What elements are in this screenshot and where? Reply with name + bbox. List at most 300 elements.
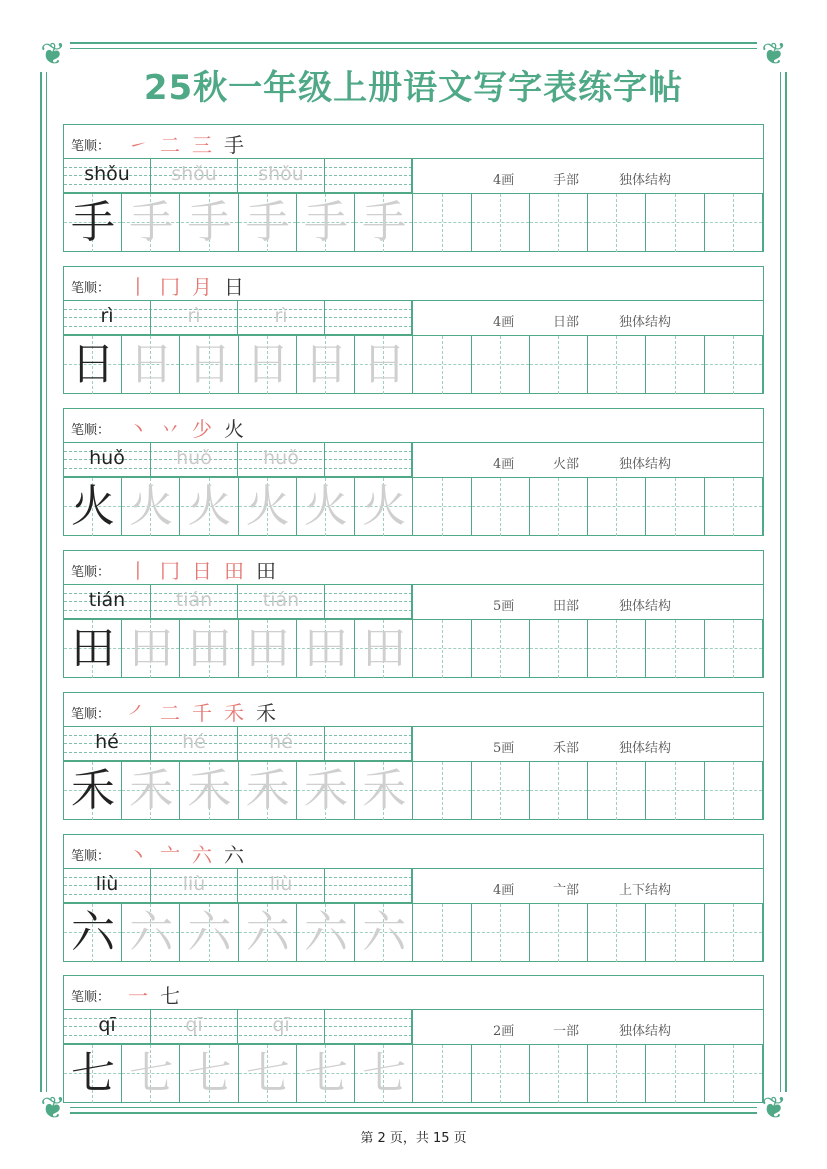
stroke-step [224, 697, 244, 723]
cell-guide-v [500, 478, 501, 536]
pinyin-cell [325, 301, 412, 334]
stroke-count: 2画 [493, 1024, 515, 1039]
stroke-step [160, 555, 180, 581]
writing-cell[interactable] [647, 762, 705, 820]
cell-guide-v [558, 336, 559, 394]
cell-guide-v [558, 194, 559, 252]
writing-cell[interactable] [588, 904, 646, 962]
writing-cell [239, 194, 297, 252]
stroke-order-label: 笔顺： [71, 707, 111, 722]
stroke-glyph: 二 [160, 133, 180, 157]
trace-character: 日 [245, 339, 290, 390]
stroke-glyph: 二 [160, 701, 180, 725]
writing-cell[interactable] [647, 336, 705, 394]
trace-character: 火 [187, 481, 232, 532]
stroke-order-label: 笔顺： [71, 139, 111, 154]
pinyin-cell [64, 1010, 151, 1043]
writing-cell[interactable] [588, 1045, 646, 1103]
cell-guide-v [558, 904, 559, 962]
corner-ornament-icon: ❦ [36, 1092, 70, 1126]
cell-guide-v [616, 620, 617, 678]
pinyin-cell [151, 301, 238, 334]
stroke-step [160, 413, 180, 439]
stroke-sequence [128, 839, 244, 865]
character-block [63, 550, 764, 678]
cell-guide-v [733, 1045, 734, 1103]
stroke-step [128, 697, 148, 723]
pinyin-trace: liù [182, 873, 206, 895]
model-character: 田 [71, 623, 115, 674]
writing-cell[interactable] [705, 620, 763, 678]
writing-cell [181, 762, 239, 820]
stroke-order-row [64, 125, 763, 159]
pinyin: shǒu [84, 163, 130, 185]
stroke-step [160, 839, 180, 865]
structure: 上下结构 [619, 883, 672, 898]
writing-cell[interactable] [414, 620, 472, 678]
cell-guide-v [733, 478, 734, 536]
writing-cell [122, 620, 180, 678]
cell-guide-v [558, 762, 559, 820]
writing-cell[interactable] [530, 194, 588, 252]
stroke-glyph: 冂 [160, 559, 180, 583]
stroke-order-label: 笔顺： [71, 281, 111, 296]
character-block [63, 124, 764, 252]
stroke-glyph: 日 [224, 275, 244, 299]
pinyin-cell [64, 443, 151, 476]
trace-character: 禾 [187, 765, 232, 816]
writing-cell [355, 904, 413, 962]
writing-cell[interactable] [472, 904, 530, 962]
pinyin-row [64, 727, 763, 761]
character-info [412, 443, 763, 477]
pinyin-cell [325, 1010, 412, 1043]
writing-cell[interactable] [588, 478, 646, 536]
pinyin-cell [238, 727, 325, 760]
writing-cell[interactable] [588, 194, 646, 252]
pinyin-trace: hé [182, 731, 206, 753]
character-info [412, 301, 763, 335]
stroke-glyph: 禾 [224, 701, 244, 725]
cell-guide-v [675, 336, 676, 394]
stroke-glyph: 丶 [128, 843, 148, 867]
cell-guide-v [500, 762, 501, 820]
pinyin-trace: tián [262, 589, 300, 611]
cell-guide-v [442, 904, 443, 962]
trace-character: 六 [362, 907, 407, 958]
stroke-step [224, 839, 244, 865]
cell-guide-v [733, 904, 734, 962]
pinyin-trace: rì [187, 305, 201, 327]
cell-guide-v [442, 762, 443, 820]
pinyin-cell [64, 159, 151, 192]
stroke-order-row [64, 551, 763, 585]
writing-cell [64, 1045, 122, 1103]
writing-cell [122, 478, 180, 536]
cell-guide-v [500, 194, 501, 252]
writing-cell[interactable] [472, 336, 530, 394]
writing-cell[interactable] [705, 762, 763, 820]
trace-character: 日 [129, 339, 174, 390]
pinyin-trace: huǒ [176, 447, 212, 469]
pinyin-row [64, 301, 763, 335]
pinyin: qī [98, 1014, 116, 1036]
writing-grid [64, 193, 763, 251]
pinyin-row [64, 869, 763, 903]
stroke-glyph: 丶 [128, 417, 148, 441]
stroke-glyph: 火 [224, 417, 244, 441]
writing-cell[interactable] [647, 194, 705, 252]
writing-cell [64, 762, 122, 820]
writing-grid [64, 619, 763, 677]
pinyin-trace: shǒu [258, 163, 304, 185]
writing-grid [64, 335, 763, 393]
stroke-count: 4画 [493, 883, 515, 898]
writing-cell[interactable] [530, 762, 588, 820]
pinyin-cell [238, 443, 325, 476]
trace-character: 日 [304, 339, 348, 390]
model-character: 六 [71, 907, 115, 958]
radical: 手部 [553, 173, 580, 188]
trace-character: 田 [187, 623, 232, 674]
trace-character: 火 [304, 481, 348, 532]
writing-cell [297, 904, 355, 962]
character-block [63, 975, 764, 1103]
stroke-order-row [64, 976, 763, 1010]
writing-cell [297, 1045, 355, 1103]
stroke-order-label: 笔顺： [71, 565, 111, 580]
stroke-step [128, 980, 148, 1006]
pinyin-row [64, 585, 763, 619]
pinyin-cell [238, 301, 325, 334]
pinyin-cell [238, 159, 325, 192]
pinyin-cell [64, 301, 151, 334]
writing-cell [239, 762, 297, 820]
stroke-count: 5画 [493, 599, 515, 614]
writing-cell[interactable] [472, 762, 530, 820]
stroke-glyph: 冂 [160, 275, 180, 299]
writing-cell [355, 336, 413, 394]
corner-ornament-icon: ❦ [36, 38, 70, 72]
stroke-count: 4画 [493, 457, 515, 472]
stroke-glyph: 日 [192, 559, 212, 583]
stroke-step [192, 697, 212, 723]
pinyin-cell [325, 443, 412, 476]
stroke-sequence [128, 555, 276, 581]
writing-cell[interactable] [472, 620, 530, 678]
pinyin-trace: hé [269, 731, 293, 753]
character-block [63, 834, 764, 962]
pinyin-trace: liù [269, 873, 293, 895]
trace-character: 手 [129, 197, 174, 248]
writing-cell [64, 194, 122, 252]
stroke-sequence [128, 413, 244, 439]
stroke-glyph: 丨 [128, 275, 148, 299]
stroke-step [128, 555, 148, 581]
pinyin-row [64, 1010, 763, 1044]
writing-cell [64, 336, 122, 394]
writing-grid [64, 903, 763, 961]
pinyin-cell [151, 585, 238, 618]
cell-guide-v [616, 762, 617, 820]
stroke-glyph: 丷 [160, 417, 180, 441]
pinyin-cell [151, 869, 238, 902]
corner-ornament-icon: ❦ [757, 1092, 791, 1126]
cell-guide-v [616, 1045, 617, 1103]
structure: 独体结构 [619, 1024, 672, 1039]
stroke-count: 5画 [493, 741, 515, 756]
pinyin-row [64, 159, 763, 193]
pinyin-cell [151, 159, 238, 192]
cell-guide-v [675, 194, 676, 252]
stroke-glyph: 田 [224, 559, 244, 583]
stroke-glyph: ㇀ [128, 133, 148, 157]
writing-cell [239, 904, 297, 962]
writing-cell [239, 336, 297, 394]
model-character: 七 [71, 1048, 115, 1099]
writing-cell[interactable] [530, 904, 588, 962]
writing-cell[interactable] [414, 194, 472, 252]
pinyin: liù [95, 873, 119, 895]
cell-guide-v [558, 478, 559, 536]
pinyin: rì [100, 305, 114, 327]
trace-character: 六 [187, 907, 232, 958]
cell-guide-v [442, 620, 443, 678]
writing-cell [297, 762, 355, 820]
writing-cell [181, 478, 239, 536]
pinyin-cell [151, 727, 238, 760]
stroke-step [160, 697, 180, 723]
writing-cell[interactable] [530, 336, 588, 394]
cell-guide-v [733, 194, 734, 252]
stroke-step [192, 413, 212, 439]
radical: 一部 [553, 1024, 580, 1039]
writing-cell[interactable] [705, 1045, 763, 1103]
cell-guide-v [733, 620, 734, 678]
trace-character: 田 [362, 623, 407, 674]
writing-cell [181, 620, 239, 678]
writing-cell[interactable] [472, 478, 530, 536]
pinyin-cell [64, 869, 151, 902]
writing-cell [355, 762, 413, 820]
pinyin: huǒ [89, 447, 125, 469]
writing-cell[interactable] [414, 336, 472, 394]
writing-cell[interactable] [588, 336, 646, 394]
trace-character: 六 [245, 907, 290, 958]
trace-character: 火 [245, 481, 290, 532]
writing-cell[interactable] [414, 1045, 472, 1103]
trace-character: 火 [362, 481, 407, 532]
radical: 田部 [553, 599, 580, 614]
radical: 禾部 [553, 741, 580, 756]
pinyin-trace: tián [175, 589, 213, 611]
trace-character: 田 [304, 623, 348, 674]
writing-cell [181, 336, 239, 394]
pinyin-cell [325, 585, 412, 618]
writing-cell [122, 762, 180, 820]
writing-cell[interactable] [530, 478, 588, 536]
writing-cell [297, 336, 355, 394]
writing-cell [239, 1045, 297, 1103]
trace-character: 禾 [362, 765, 407, 816]
corner-ornament-icon: ❦ [757, 38, 791, 72]
stroke-step [224, 555, 244, 581]
trace-character: 六 [304, 907, 348, 958]
stroke-glyph: ㇒ [128, 701, 148, 725]
writing-cell[interactable] [472, 1045, 530, 1103]
cell-guide-v [442, 478, 443, 536]
trace-character: 手 [245, 197, 290, 248]
stroke-step [160, 980, 180, 1006]
pinyin: hé [95, 731, 119, 753]
writing-cell [122, 1045, 180, 1103]
stroke-glyph: 七 [160, 984, 180, 1008]
writing-cell[interactable] [530, 1045, 588, 1103]
writing-cell [181, 194, 239, 252]
stroke-step [224, 129, 244, 155]
cell-guide-v [558, 620, 559, 678]
trace-character: 七 [304, 1048, 348, 1099]
stroke-glyph: 一 [128, 984, 148, 1008]
cell-guide-v [733, 762, 734, 820]
cell-guide-v [675, 1045, 676, 1103]
writing-cell[interactable] [705, 194, 763, 252]
pinyin-cell [64, 585, 151, 618]
pinyin-cell [151, 443, 238, 476]
stroke-count: 4画 [493, 173, 515, 188]
cell-guide-v [675, 904, 676, 962]
character-info [412, 159, 763, 193]
writing-cell[interactable] [588, 620, 646, 678]
structure: 独体结构 [619, 599, 672, 614]
radical: 亠部 [553, 883, 580, 898]
character-block [63, 408, 764, 536]
writing-cell [122, 336, 180, 394]
writing-cell[interactable] [705, 478, 763, 536]
stroke-step [256, 555, 276, 581]
cell-guide-v [500, 1045, 501, 1103]
stroke-step [128, 271, 148, 297]
model-character: 禾 [71, 765, 115, 816]
writing-cell[interactable] [588, 762, 646, 820]
writing-cell [297, 194, 355, 252]
writing-cell[interactable] [647, 478, 705, 536]
cell-guide-v [558, 1045, 559, 1103]
stroke-step [192, 555, 212, 581]
pinyin-cell [64, 727, 151, 760]
page-title: 25秋一年级上册语文写字表练字帖 [143, 68, 684, 108]
writing-cell [181, 1045, 239, 1103]
writing-cell [122, 904, 180, 962]
page-footer: 第 2 页，共 15 页 [360, 1131, 467, 1146]
pinyin-trace: qī [272, 1014, 290, 1036]
writing-cell [64, 904, 122, 962]
writing-cell[interactable] [530, 620, 588, 678]
writing-cell[interactable] [472, 194, 530, 252]
trace-character: 六 [129, 907, 174, 958]
pinyin-cell [151, 1010, 238, 1043]
stroke-glyph: 丨 [128, 559, 148, 583]
cell-guide-v [500, 336, 501, 394]
stroke-step [160, 271, 180, 297]
writing-cell[interactable] [414, 904, 472, 962]
stroke-order-row [64, 267, 763, 301]
trace-character: 七 [245, 1048, 290, 1099]
trace-character: 田 [129, 623, 174, 674]
stroke-step [224, 271, 244, 297]
cell-guide-v [442, 336, 443, 394]
writing-cell [239, 620, 297, 678]
stroke-glyph: 六 [224, 843, 244, 867]
model-character: 手 [71, 197, 115, 248]
model-character: 日 [71, 339, 115, 390]
cell-guide-v [616, 194, 617, 252]
trace-character: 田 [245, 623, 290, 674]
stroke-glyph: 月 [192, 275, 212, 299]
stroke-order-row [64, 409, 763, 443]
trace-character: 七 [129, 1048, 174, 1099]
writing-cell [355, 1045, 413, 1103]
cell-guide-v [675, 762, 676, 820]
pinyin-trace: huǒ [263, 447, 299, 469]
writing-cell[interactable] [647, 620, 705, 678]
stroke-step [192, 271, 212, 297]
trace-character: 火 [129, 481, 174, 532]
trace-character: 手 [187, 197, 232, 248]
trace-character: 禾 [245, 765, 290, 816]
stroke-glyph: 禾 [256, 701, 276, 725]
stroke-sequence [128, 697, 276, 723]
writing-cell[interactable] [414, 478, 472, 536]
writing-cell[interactable] [647, 1045, 705, 1103]
writing-grid [64, 761, 763, 819]
cell-guide-v [500, 620, 501, 678]
writing-cell[interactable] [705, 904, 763, 962]
stroke-glyph: 千 [192, 701, 212, 725]
stroke-step [128, 129, 148, 155]
pinyin-trace: shǒu [171, 163, 217, 185]
pinyin-trace: qī [185, 1014, 203, 1036]
structure: 独体结构 [619, 315, 672, 330]
cell-guide-v [442, 194, 443, 252]
stroke-count: 4画 [493, 315, 515, 330]
trace-character: 七 [187, 1048, 232, 1099]
stroke-order-label: 笔顺： [71, 849, 111, 864]
stroke-glyph: 少 [192, 417, 212, 441]
structure: 独体结构 [619, 457, 672, 472]
trace-character: 手 [362, 197, 407, 248]
stroke-step [224, 413, 244, 439]
writing-cell[interactable] [647, 904, 705, 962]
character-info [412, 1010, 763, 1044]
pinyin-cell [238, 1010, 325, 1043]
writing-cell[interactable] [705, 336, 763, 394]
writing-cell [297, 620, 355, 678]
trace-character: 禾 [129, 765, 174, 816]
cell-guide-v [616, 336, 617, 394]
writing-cell [122, 194, 180, 252]
pinyin-cell [325, 727, 412, 760]
model-character: 火 [71, 481, 115, 532]
stroke-glyph: 田 [256, 559, 276, 583]
writing-cell[interactable] [414, 762, 472, 820]
stroke-order-label: 笔顺： [71, 423, 111, 438]
pinyin: tián [88, 589, 126, 611]
structure: 独体结构 [619, 173, 672, 188]
writing-cell [64, 478, 122, 536]
radical: 火部 [553, 457, 580, 472]
writing-cell [355, 620, 413, 678]
